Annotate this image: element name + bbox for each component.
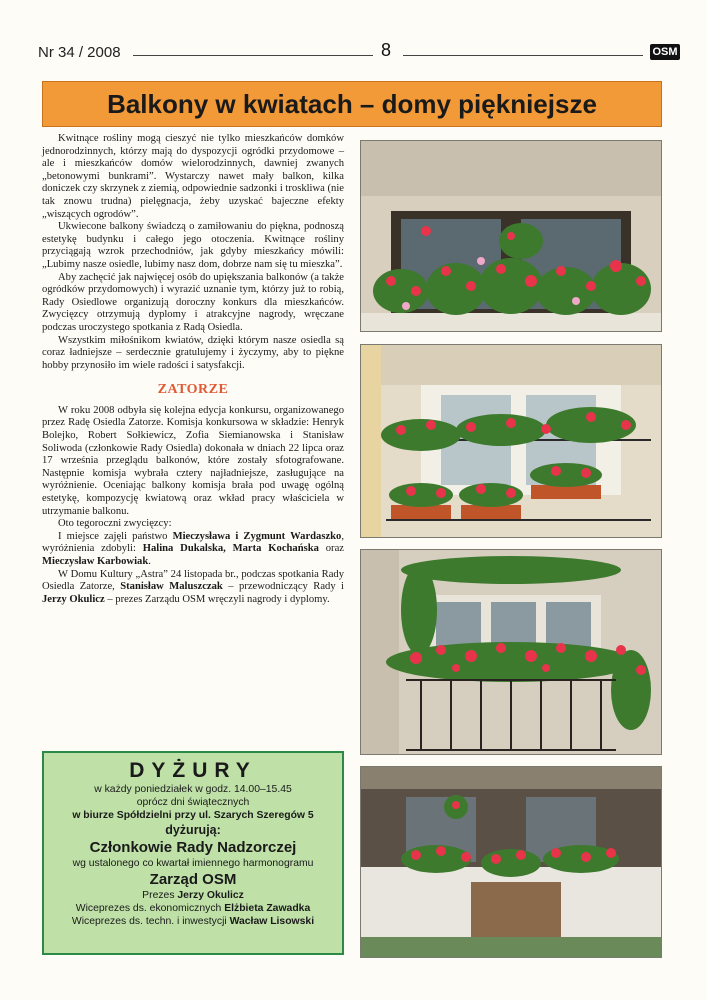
article-paragraph: Oto tegoroczni zwycięzcy: — [58, 518, 172, 530]
duty-board-schedule: wg ustalonego co kwartał imiennego harmonogramu — [72, 858, 314, 869]
article-paragraph: Ukwiecone balkony świadczą o zamiłowaniu do piękna, podnoszą estetykę budynku i całego jego otoczenia. Kwitnące rośliny przyciągają wzrok przechodniów, jak gdyby mieszkańcy mówili: „Lubimy nasze osiedle, lubimy nasz dom, dobrze nam się tu mieszka”. — [42, 221, 344, 270]
text-run: oraz — [318, 543, 344, 555]
duty-location: w biurze Spółdzielni przy ul. Szarych Szeregów 5 — [72, 810, 314, 821]
person-name: Jerzy Okulicz — [177, 890, 244, 901]
duty-box — [42, 751, 344, 955]
article-paragraph: W roku 2008 odbyła się kolejna edycja konkursu, organizowanego przez Radę Osiedla Zatorze. Komisja konkursowa w składzie: Henryk Bolejko, Robert Sołkiewicz, Zofia Siemianowska i Stanisław Soliwoda (członkowie Rady Osiedla) dokonała w dniach 22 lipca oraz 17 września przeglądu balkonów, które zostały sfotografowane. Następnie komisja wybrała cztery najładniejsze, zasługujące na wyróżnienie. Oceniając balkony komisja brała pod uwagę ogólną estetykę, kompozycję kwiatową oraz wkład pracy właściciela w utrzymanie balkonu. — [42, 404, 344, 517]
duty-management-board: Zarząd OSM — [149, 871, 237, 888]
balcony-photo-1 — [360, 140, 662, 332]
text-run: W Domu Kultury „Astra” 24 listopada br., podczas spotkania Rady Osiedla Zatorze, — [42, 568, 344, 593]
header-rule-right — [403, 55, 643, 56]
duty-vp-technical — [44, 915, 342, 928]
distinction-names: Halina Dukalska, Marta Kochańska — [142, 543, 319, 555]
page-number: 8 — [381, 40, 392, 60]
duty-exception: oprócz dni świątecznych — [136, 797, 250, 808]
person-name: Elżbieta Zawadka — [224, 903, 311, 914]
article-body — [42, 133, 344, 606]
duty-president — [44, 889, 342, 902]
text-run: I miejsce zajęli państwo — [58, 530, 173, 542]
president-name: Jerzy Okulicz — [42, 593, 105, 605]
balcony-photo-4 — [360, 766, 662, 958]
article-paragraph: Wszystkim miłośnikom kwiatów, dzięki którym nasze osiedla są coraz ładniejsze – serdecznie gratulujemy i życzymy, aby to piękne hobby przynosiło im wiele radości i satysfakcji. — [42, 334, 344, 371]
role-label: Wiceprezes ds. techn. i inwestycji — [71, 916, 230, 927]
text-run: – przewodniczący Rady i — [222, 581, 345, 593]
ceremony-paragraph — [42, 569, 344, 607]
text-run: – prezes Zarządu OSM wręczyli nagrody i dyplomy. — [104, 593, 330, 605]
council-chair-name: Stanisław Maluszczak — [120, 581, 223, 593]
duty-supervisory-board: Członkowie Rady Nadzorczej — [89, 839, 297, 856]
text-run: . — [148, 556, 151, 567]
role-label: Wiceprezes ds. ekonomicznych — [75, 903, 225, 914]
role-label: Prezes — [142, 890, 178, 901]
text-run: , wyróżnienia zdobyli: — [42, 530, 345, 555]
duty-schedule: w każdy poniedziałek w godz. 14.00–15.45 — [94, 784, 292, 795]
header-rule-left — [133, 55, 373, 56]
distinction-name: Mieczysław Karbowiak — [42, 556, 149, 567]
article-paragraph: Kwitnące rośliny mogą cieszyć nie tylko mieszkańców domków jednorodzinnych, którzy mają do dyspozycji ogródki przydomowe – ale i mieszkańców domów wielorodzinnych, dawniej zwanych „betonowymi bunkrami”. Wystarczy nawet mały balkon, kilka doniczek czy skrzynek z ziemią, odpowiednie sadzonki i troskliwa (nie tak znowu trudna) pielęgnacja, żeby uzyskać bajeczne efekty „wiszących ogrodów”. — [42, 133, 344, 220]
winner-names: Mieczysława i Zygmunt Wardaszko — [172, 530, 342, 542]
winners-paragraph — [42, 531, 344, 569]
duty-on-call-label: dyżurują: — [165, 823, 221, 837]
duty-vp-economic — [44, 902, 342, 915]
duty-title: DYŻURY — [129, 759, 257, 782]
balcony-photo-3 — [360, 549, 662, 755]
section-title: ZATORZE — [157, 382, 229, 398]
balcony-photo-2 — [360, 344, 662, 538]
issue-number: Nr 34 / 2008 — [38, 44, 121, 61]
article-paragraph: Aby zachęcić jak najwięcej osób do upiększania balkonów (a także ogródków przydomowych) i wyrazić uznanie tym, którzy już to robią, Rady Osiedlowe organizują doroczny konkurs dla mieszkańców. Zwycięzcy otrzymują dyplomy i atrakcyjne nagrody, wręczane podczas uroczystego spotkania z Radą Osiedla. — [42, 271, 344, 333]
page-header — [38, 40, 678, 64]
article-title: Balkony w kwiatach – domy piękniejsze — [42, 81, 662, 127]
osm-logo: OSM — [650, 44, 680, 60]
person-name: Wacław Lisowski — [229, 916, 315, 927]
